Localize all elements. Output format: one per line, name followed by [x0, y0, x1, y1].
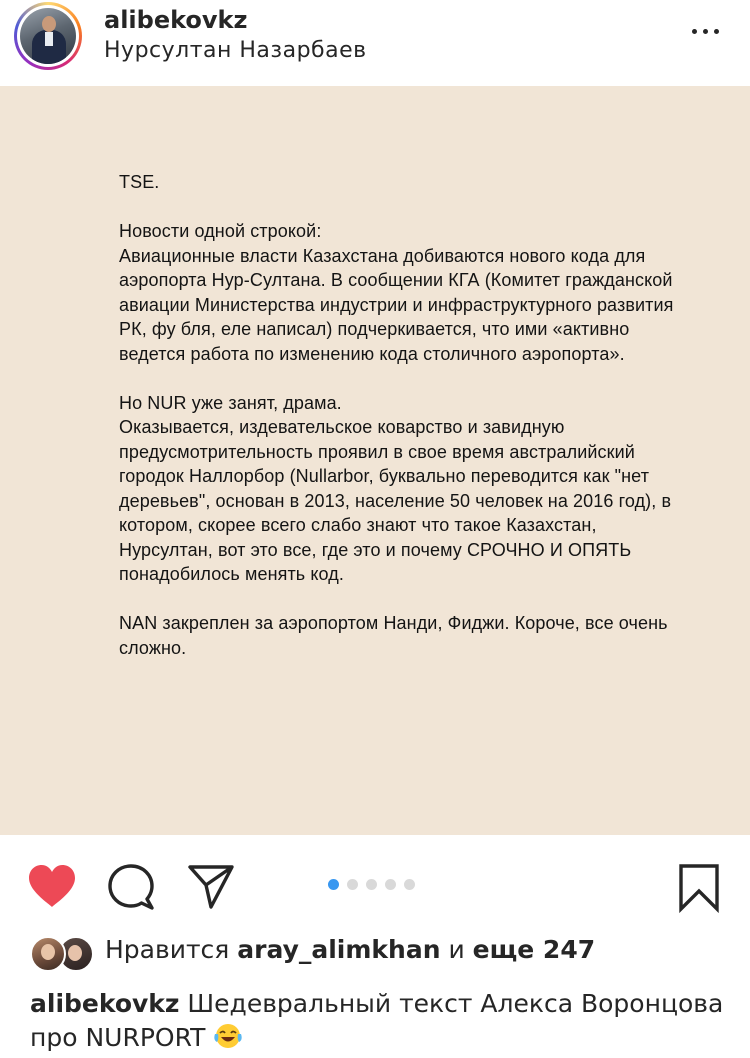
likes-count[interactable]: еще 247	[472, 935, 596, 964]
liker-avatar[interactable]	[30, 936, 66, 972]
heart-icon[interactable]	[26, 863, 78, 909]
likes-row[interactable]	[30, 932, 730, 972]
carousel-dot	[328, 879, 339, 890]
liker-username[interactable]: aray_alimkhan	[237, 935, 441, 964]
likes-middle: и	[440, 935, 473, 964]
carousel-dot	[385, 879, 396, 890]
paper-plane-icon[interactable]	[186, 863, 236, 911]
comment-bubble-icon[interactable]	[106, 862, 156, 912]
likes-text[interactable]	[105, 935, 595, 964]
bookmark-icon[interactable]	[678, 863, 720, 913]
post-username[interactable]: alibekovkz	[104, 6, 248, 34]
post-header	[0, 0, 750, 86]
profile-avatar[interactable]	[14, 2, 82, 70]
likes-prefix: Нравится	[105, 935, 238, 964]
post-location[interactable]: Нурсултан Назарбаев	[104, 38, 367, 63]
caption-text: Шедевральный текст Алекса Воронцова про NURPORT	[30, 989, 724, 1052]
more-horizontal-icon[interactable]	[690, 24, 722, 40]
avatar-photo	[20, 8, 76, 64]
post-caption	[30, 987, 730, 1055]
carousel-dot	[404, 879, 415, 890]
avatar-border	[17, 5, 79, 67]
carousel-dot	[366, 879, 377, 890]
carousel-dot	[347, 879, 358, 890]
caption-username[interactable]: alibekovkz	[30, 989, 180, 1018]
laughing-tears-emoji	[213, 1022, 243, 1050]
post-image[interactable]	[0, 86, 750, 835]
post-image-text: TSE. Новости одной строкой: Авиационные власти Казахстана добиваются нового кода для аэропорта Нур-Султана. В сообщении КГА (Комитет гражданской авиации Министерства индустрии и инфраструктурного развития РК, фу бля, еле написал) подчеркивается, что ими «активно ведется работа по изменению кода столичного аэропорта». Но NUR уже занят, драма. Оказывается, издевательское коварство и завидную предусмотрительность проявил в свое время австралийский городок Наллорбор (Nullarbor, буквально переводится как "нет деревьев", основан в 2013, население 50 человек на 2016 год), в котором, скорее всего слабо знают что такое Казахстан, Нурсултан, вот это все, где это и почему СРОЧНО И ОПЯТЬ понадобилось менять код. NAN закреплен за аэропортом Нанди, Фиджи. Короче, все очень сложно.	[119, 172, 674, 658]
